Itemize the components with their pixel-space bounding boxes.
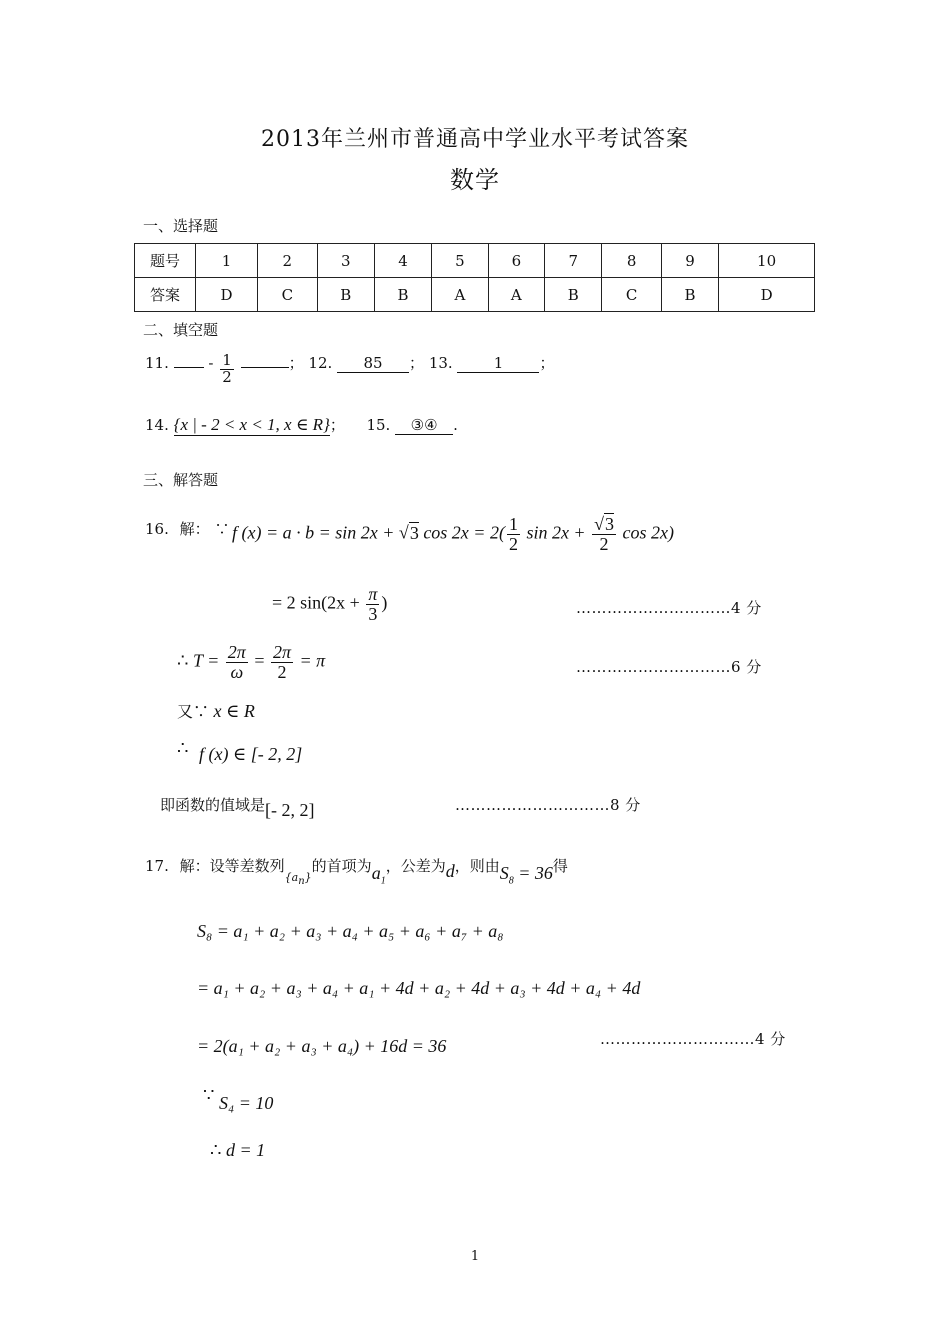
d-symbol: d [445, 861, 455, 881]
q16-eq-part: T = [192, 650, 224, 671]
you-because: 又∵ [177, 704, 210, 721]
table-cell: 2 [258, 244, 317, 278]
table-cell: 8 [602, 244, 661, 278]
s8-letter: S [499, 863, 509, 883]
s4-value: S₄ = 10 [218, 1093, 274, 1113]
q16-line1 [232, 515, 674, 554]
q16-eq-part: cos 2x = 2( [418, 522, 505, 543]
q17-intro [145, 855, 568, 887]
q16-eq-part: cos 2x) [617, 522, 674, 543]
table-cell: C [258, 278, 317, 312]
frac-num: 2π [227, 642, 246, 662]
s8-sub: 8 [508, 875, 514, 887]
q17-text: 得 [552, 857, 568, 875]
table-cell: 6 [488, 244, 544, 278]
section-choice: 一、选择题 [143, 217, 219, 235]
q16-eq-part: = 2 sin(2x + [272, 592, 365, 613]
score-marker: …………………………6 分 [576, 658, 762, 676]
q16-eq-part: f (x) = a · b = sin 2x + [232, 522, 399, 543]
page-number: 1 [470, 1249, 480, 1264]
seq-open: {a [284, 871, 299, 884]
therefore-symbol: ∴ [177, 738, 189, 758]
q12-answer: 85 [337, 354, 409, 373]
section-fill: 二、填空题 [143, 321, 219, 339]
conclusion-text: 即函数的值域是 [160, 796, 266, 814]
frac-den: 2 [599, 533, 609, 554]
q14-label: 14. [145, 416, 169, 434]
table-cell: B [545, 278, 602, 312]
period: . [453, 416, 458, 434]
q16-jie: 解： [179, 520, 210, 538]
section-solve: 三、解答题 [143, 471, 219, 489]
table-cell: D [719, 278, 815, 312]
q16-eq-part: ) [381, 592, 388, 613]
q11-label: 11. [145, 354, 169, 372]
q17-line2: = a₁ + a₂ + a₃ + a₄ + a₁ + 4d + a₂ + 4d + a₃ + 4d + a₄ + 4d [197, 978, 641, 998]
q16-eq-part: sin 2x + [521, 522, 591, 543]
q16-intro [145, 518, 229, 539]
q16-line4 [177, 699, 255, 722]
answer-table [134, 243, 815, 312]
q16-eq-part: = π [295, 650, 326, 671]
score-marker: …………………………4 分 [600, 1030, 786, 1048]
frac-2pi-omega [226, 643, 248, 682]
frac-den: ω [230, 661, 244, 682]
table-cell: D [196, 278, 258, 312]
page-subtitle: 数学 [450, 166, 500, 194]
a1-symbol [371, 863, 386, 887]
table-cell: 4 [374, 244, 431, 278]
table-cell: 5 [432, 244, 488, 278]
frac-num: 1 [508, 514, 518, 534]
q16-line5 [177, 738, 302, 765]
frac-num: √3 [594, 514, 614, 534]
table-row [135, 278, 815, 312]
q17-text: 解：设等差数列 [179, 857, 285, 875]
table-cell: A [432, 278, 488, 312]
frac-pi-3 [366, 585, 379, 624]
table-cell: 3 [317, 244, 374, 278]
q13-answer: 1 [457, 354, 539, 373]
sep: ； [409, 354, 425, 372]
frac-num: π [368, 584, 378, 604]
q11-sign: - [208, 354, 214, 372]
page-title: 2013年兰州市普通高中学业水平考试答案 [261, 127, 689, 152]
q17-line1: S₈ = a₁ + a₂ + a₃ + a₄ + a₅ + a₆ + a₇ + a₈ [197, 921, 504, 941]
q17-label: 17. [145, 857, 169, 875]
q16-eq-part: = [249, 650, 269, 671]
table-cell: B [374, 278, 431, 312]
sep: ； [539, 354, 555, 372]
because-symbol: ∵ [214, 520, 230, 538]
score-marker: …………………………4 分 [576, 599, 762, 617]
table-row [135, 244, 815, 278]
table-cell: C [602, 278, 661, 312]
a1-sub: 1 [380, 875, 386, 887]
q16-line3 [177, 643, 325, 682]
fill-line-1 [145, 352, 555, 386]
sqrt-value: 3 [604, 514, 614, 534]
sep: ； [288, 354, 304, 372]
q17-text: ，公差为 [385, 857, 446, 875]
q16-line2 [272, 585, 387, 624]
sequence-notation [284, 871, 312, 888]
frac-num: 2π [272, 642, 292, 662]
q17-line5 [210, 1140, 265, 1161]
frac-den: 2 [277, 661, 287, 682]
score-marker: …………………………8 分 [455, 796, 641, 814]
frac-2pi-2 [271, 643, 293, 682]
q15-answer: ③④ [395, 416, 453, 435]
frac-den: 3 [368, 603, 378, 624]
q16-eq-part: f (x) ∈ [- 2, 2] [198, 744, 303, 764]
q12-label: 12. [308, 354, 333, 372]
a1-letter: a [371, 863, 381, 883]
frac-half [507, 515, 520, 554]
table-row-label: 题号 [135, 244, 196, 278]
q11-den: 2 [222, 368, 232, 386]
table-cell: B [661, 278, 718, 312]
table-cell: 7 [545, 244, 602, 278]
fill-line-2 [145, 414, 458, 436]
table-cell: 1 [196, 244, 258, 278]
table-cell: 9 [661, 244, 718, 278]
q17-text: 的首项为 [311, 857, 372, 875]
therefore-symbol: ∴ [177, 650, 189, 671]
because-symbol: ∵ [203, 1085, 215, 1105]
q11-num: 1 [222, 351, 232, 370]
table-cell: 10 [719, 244, 815, 278]
conclusion-value: [- 2, 2] [265, 800, 315, 820]
s8-symbol [499, 863, 553, 887]
q16-label: 16. [145, 520, 169, 538]
table-cell: B [317, 278, 374, 312]
q16-conclusion [160, 794, 315, 821]
sqrt-value: 3 [409, 522, 419, 543]
sqrt-sign: √ [398, 522, 409, 543]
table-row-label: 答案 [135, 278, 196, 312]
seq-sub: n [298, 876, 305, 888]
q13-label: 13. [428, 354, 453, 372]
seq-close: } [304, 871, 312, 884]
d-value: d = 1 [225, 1140, 266, 1160]
q17-text: ，则由 [454, 857, 500, 875]
sep: ； [329, 416, 345, 434]
frac-sqrt3-half [592, 515, 616, 554]
table-cell: A [488, 278, 544, 312]
q14-answer: {x | - 2 < x < 1, x ∈ R} [173, 415, 330, 434]
q15-label: 15. [366, 416, 391, 434]
s8-value: = 36 [513, 863, 553, 883]
q17-line4 [203, 1085, 273, 1114]
q17-line3: = 2(a₁ + a₂ + a₃ + a₄) + 16d = 36 [197, 1036, 447, 1056]
q16-eq-part: x ∈ R [213, 701, 255, 721]
therefore-symbol: ∴ [210, 1140, 222, 1160]
q11-fraction [220, 353, 234, 386]
frac-den: 2 [508, 533, 518, 554]
